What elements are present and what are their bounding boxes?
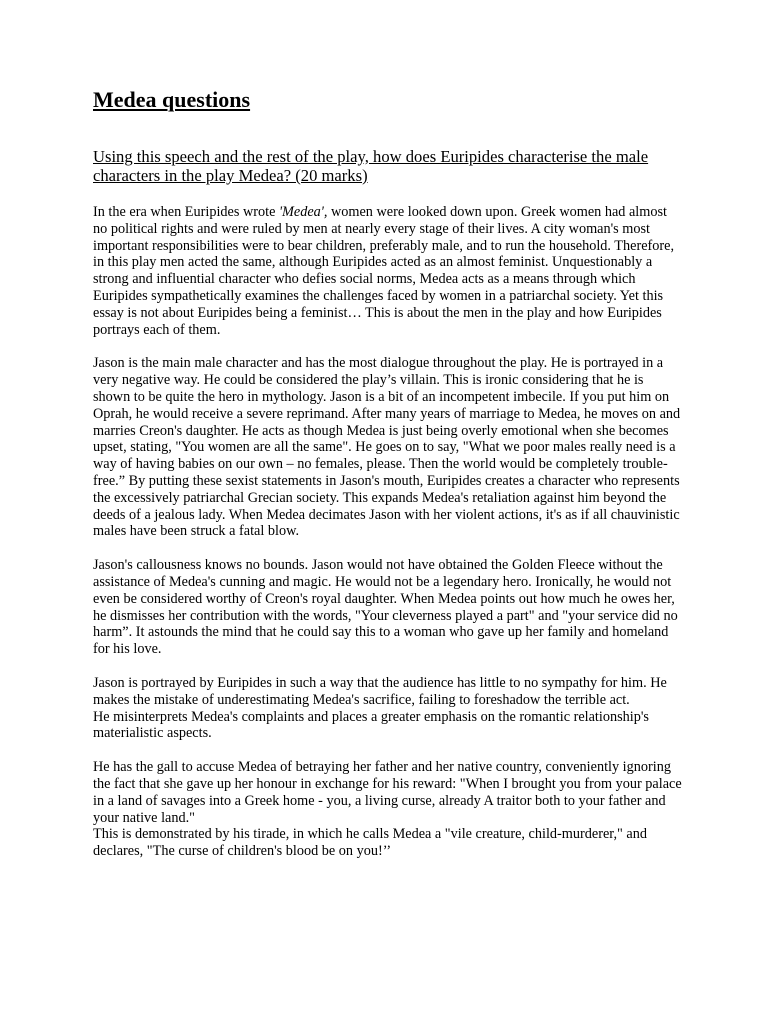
paragraph-1 xyxy=(93,204,683,338)
document-title: Medea questions xyxy=(93,87,251,112)
paragraph-4-text-b: He misinterprets Medea's complaints and places a greater emphasis on the romantic relationship's materialistic aspects. xyxy=(93,708,649,742)
play-title-italic: 'Medea', xyxy=(278,204,328,220)
paragraph-4 xyxy=(93,675,683,742)
paragraph-5-text-b: This is demonstrated by his tirade, in which he calls Medea a "vile creature, child-murderer," and declares, "The curse of children's blood be on you!’’ xyxy=(93,826,647,860)
paragraph-5-text-a: He has the gall to accuse Medea of betraying her father and her native country, conveniently ignoring the fact that she gave up her honour in exchange for his reward: "When I brought you from your palace in a land of savages into a Greek home - you, a living curse, already A traitor both to your father and your native land." xyxy=(93,759,682,826)
paragraph-5 xyxy=(93,759,683,860)
paragraph-3 xyxy=(93,557,683,658)
paragraph-text-segment: women were looked down upon. Greek women had almost no political rights and were ruled by men at nearly every stage of their lives. A city woman's most important responsibilities were to bear children, preferably male, and to run the household. Therefore, in this play men acted the same, although Euripides acted as an almost feminist. Unquestionably a strong and influential character who defies social norms, Medea acts as a means through which Euripides sympathetically examines the challenges faced by women in a patriarchal society. Yet this essay is not about Euripides being a feminist… This is about the men in the play and how Euripides portrays each of them. xyxy=(93,204,675,338)
document-page xyxy=(93,86,683,877)
essay-question: Using this speech and the rest of the play, how does Euripides characterise the male characters in the play Medea? (20 marks) xyxy=(93,147,649,185)
paragraph-2-text: Jason is the main male character and has the most dialogue throughout the play. He is portrayed in a very negative way. He could be considered the play’s villain. This is ironic considering that he is shown to be quite the hero in mythology. Jason is a bit of an incompetent imbecile. If you put him on Oprah, he would receive a severe reprimand. After many years of marriage to Medea, he moves on and marries Creon's daughter. He acts as though Medea is just being overly emotional when she becomes upset, stating, "You women are all the same". He goes on to say, "What we poor males really need is a way of having babies on our own – no females, please. Then the world would be completely trouble-free.” By putting these sexist statements in Jason's mouth, Euripides creates a character who represents the excessively patriarchal Grecian society. This expands Medea's retaliation against him beyond the deeds of a jealous lady. When Medea decimates Jason with her violent actions, it's as if all chauvinistic males have been struck a fatal blow. xyxy=(93,355,681,540)
paragraph-2 xyxy=(93,355,683,540)
paragraph-3-text: Jason's callousness knows no bounds. Jason would not have obtained the Golden Fleece without the assistance of Medea's cunning and magic. He would not be a legendary hero. Ironically, he would not even be considered worthy of Creon's royal daughter. When Medea points out how much he owes her, he dismisses her contribution with the words, "Your cleverness played a part" and "your service did no harm”. It astounds the mind that he could say this to a woman who gave up her family and homeland for his love. xyxy=(93,557,678,658)
paragraph-4-text-a: Jason is portrayed by Euripides in such a way that the audience has little to no sympathy for him. He makes the mistake of underestimating Medea's sacrifice, failing to foreshadow the terrible act. xyxy=(93,674,667,708)
paragraph-text-segment: In the era when Euripides wrote xyxy=(93,204,279,220)
paragraph-1-text xyxy=(93,204,683,338)
